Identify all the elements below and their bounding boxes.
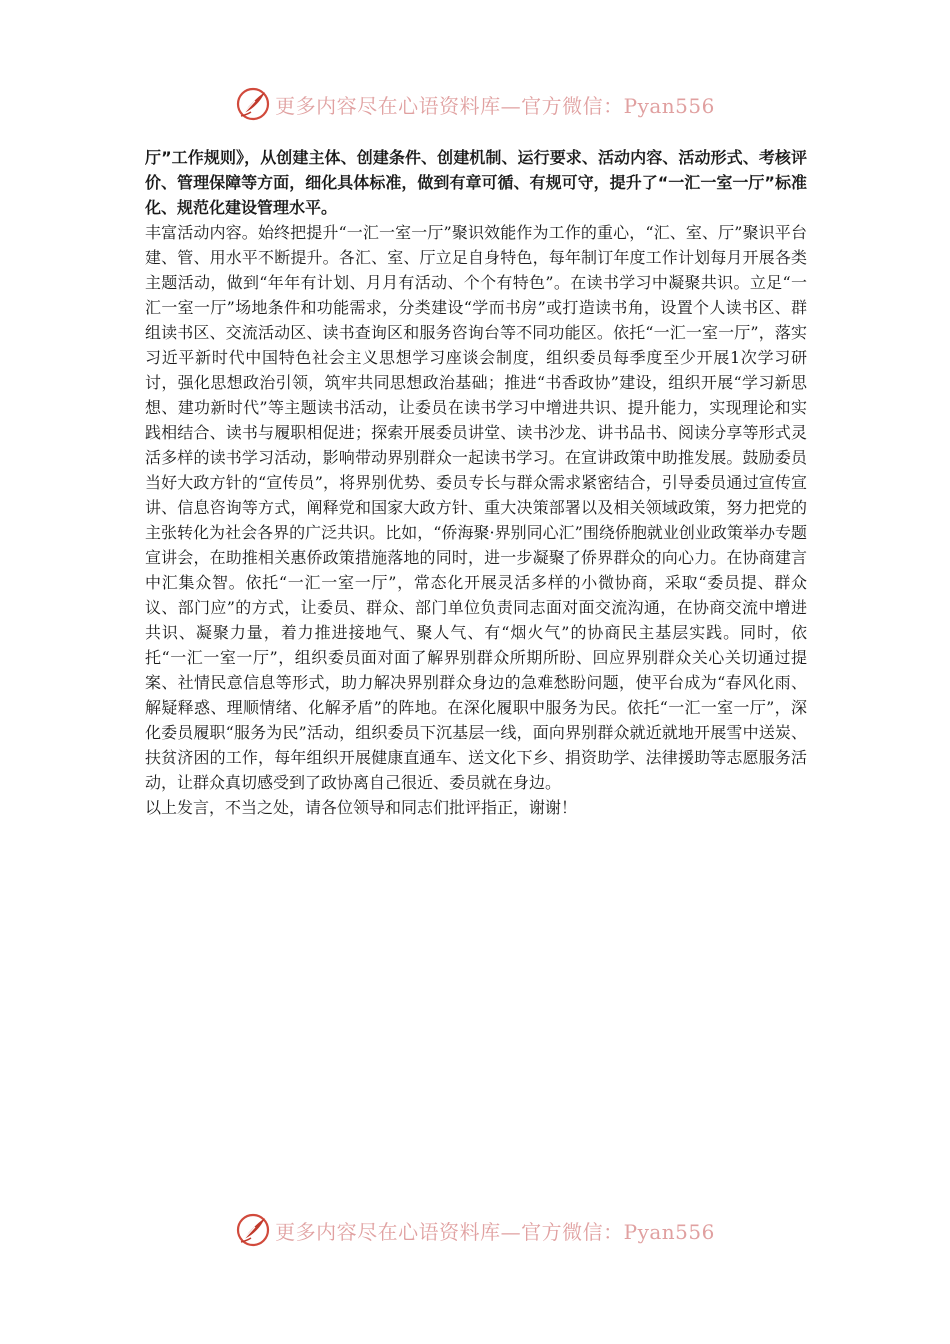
quill-logo-icon [235, 86, 271, 122]
paragraph-activities: 丰富活动内容。始终把提升“一汇一室一厅”聚识效能作为工作的重心，“汇、室、厅”聚识平台建、管、用水平不断提升。各汇、室、厅立足自身特色，每年制订年度工作计划每月开展各类主题活动，做到“年年有计划、月月有活动、个个有特色”。在读书学习中凝聚共识。立足“一汇一室一厅”场地条件和功能需求，分类建设“学而书房”或打造读书角，设置个人读书区、群组读书区、交流活动区、读书查询区和服务咨询台等不同功能区。依托“一汇一室一厅”，落实习近平新时代中国特色社会主义思想学习座谈会制度，组织委员每季度至少开展1次学习研讨，强化思想政治引领，筑牢共同思想政治基础；推进“书香政协”建设，组织开展“学习新思想、建功新时代”等主题读书活动，让委员在读书学习中增进共识、提升能力，实现理论和实践相结合、读书与履职相促进；探索开展委员讲堂、读书沙龙、讲书品书、阅读分享等形式灵活多样的读书学习活动，影响带动界别群众一起读书学习。在宣讲政策中助推发展。鼓励委员当好大政方针的“宣传员”，将界别优势、委员专长与群众需求紧密结合，引导委员通过宣传宣讲、信息咨询等方式，阐释党和国家大政方针、重大决策部署以及相关领域政策，努力把党的主张转化为社会各界的广泛共识。比如，“侨海聚·界别同心汇”围绕侨胞就业创业政策举办专题宣讲会，在助推相关惠侨政策措施落地的同时，进一步凝聚了侨界群众的向心力。在协商建言中汇集众智。依托“一汇一室一厅”，常态化开展灵活多样的小微协商，采取“委员提、群众议、部门应”的方式，让委员、群众、部门单位负责同志面对面交流沟通，在协商交流中增进共识、凝聚力量，着力推进接地气、聚人气、有“烟火气”的协商民主基层实践。同时，依托“一汇一室一厅”，组织委员面对面了解界别群众所期所盼、回应界别群众关心关切通过提案、社情民意信息等形式，助力解决界别群众身边的急难愁盼问题，使平台成为“春风化雨、解疑释惑、理顺情绪、化解矛盾”的阵地。在深化履职中服务为民。依托“一汇一室一厅”，深化委员履职“服务为民”活动，组织委员下沉基层一线，面向界别群众就近就地开展雪中送炭、扶贫济困的工作，每年组织开展健康直通车、送文化下乡、捐资助学、法律援助等志愿服务活动，让群众真切感受到了政协离自己很近、委员就在身边。 [145, 223, 807, 792]
document-body [145, 145, 807, 820]
header-banner-text: 更多内容尽在心语资料库—官方微信：Pyan556 [275, 93, 715, 118]
header-banner [0, 84, 950, 124]
paragraph-rules: 厅”工作规则》，从创建主体、创建条件、创建机制、运行要求、活动内容、活动形式、考核评价、管理保障等方面，细化具体标准，做到有章可循、有规可守，提升了“一汇一室一厅”标准化、规范化建设管理水平。 [145, 148, 807, 217]
paragraph-closing: 以上发言，不当之处，请各位领导和同志们批评指正，谢谢！ [145, 798, 578, 817]
footer-banner-text: 更多内容尽在心语资料库—官方微信：Pyan556 [275, 1219, 715, 1244]
quill-logo-icon [235, 1212, 271, 1248]
footer-banner [0, 1210, 950, 1250]
